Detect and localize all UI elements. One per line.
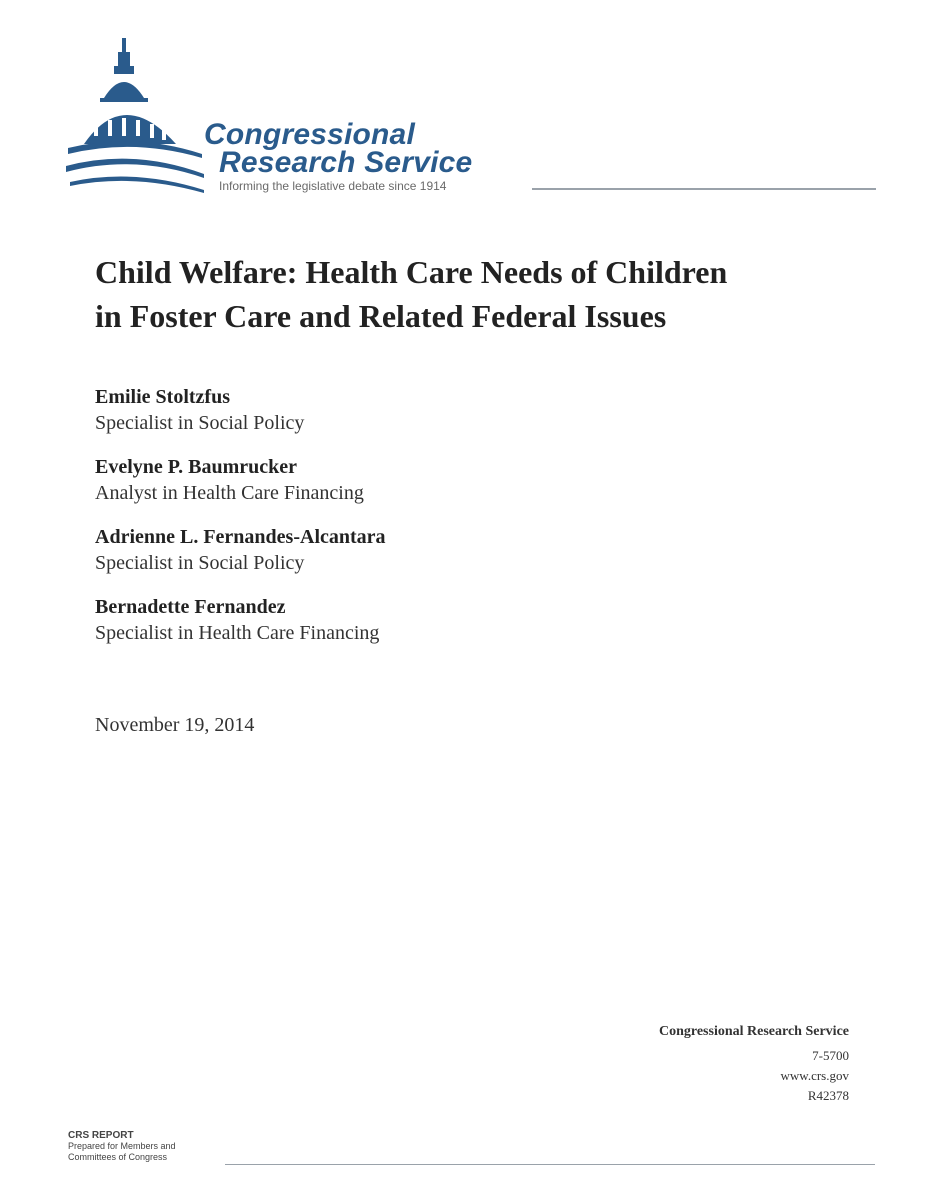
author-role: Specialist in Health Care Financing [95,622,380,644]
crs-number: 7-5700 [812,1048,849,1063]
report-label-line1: Prepared for Members and [68,1141,176,1151]
author-role: Specialist in Social Policy [95,412,305,434]
title-line1: Child Welfare: Health Care Needs of Children [95,254,728,290]
brand-tagline: Informing the legislative debate since 1914 [219,179,447,193]
author-name: Emilie Stoltzfus [95,386,230,408]
brand-name-line2: Research Service [219,146,473,179]
author-entry [95,454,695,506]
author-name: Evelyne P. Baumrucker [95,456,298,478]
author-entry [95,524,695,576]
header-rule [532,188,876,190]
title-line2: in Foster Care and Related Federal Issues [95,298,667,334]
author-role: Specialist in Social Policy [95,552,305,574]
report-label-line2: Committees of Congress [68,1152,168,1162]
author-role: Analyst in Health Care Financing [95,482,364,504]
capitol-dome-icon [64,36,204,196]
author-entry [95,384,695,436]
crs-info-block [659,1022,849,1106]
report-date: November 19, 2014 [95,714,255,736]
report-id: R42378 [807,1088,849,1103]
crs-name: Congressional Research Service [658,1024,849,1039]
report-label-title: CRS REPORT [68,1130,134,1141]
author-name: Adrienne L. Fernandes-Alcantara [95,526,386,548]
author-entry [95,594,695,646]
author-list [95,384,695,664]
footer-rule [225,1164,875,1165]
crs-report-label [68,1130,176,1163]
author-name: Bernadette Fernandez [95,596,286,618]
crs-website: www.crs.gov [780,1068,849,1083]
report-title [95,250,875,338]
brand-name-line1: Congressional [204,118,415,151]
crs-logo [64,36,884,206]
